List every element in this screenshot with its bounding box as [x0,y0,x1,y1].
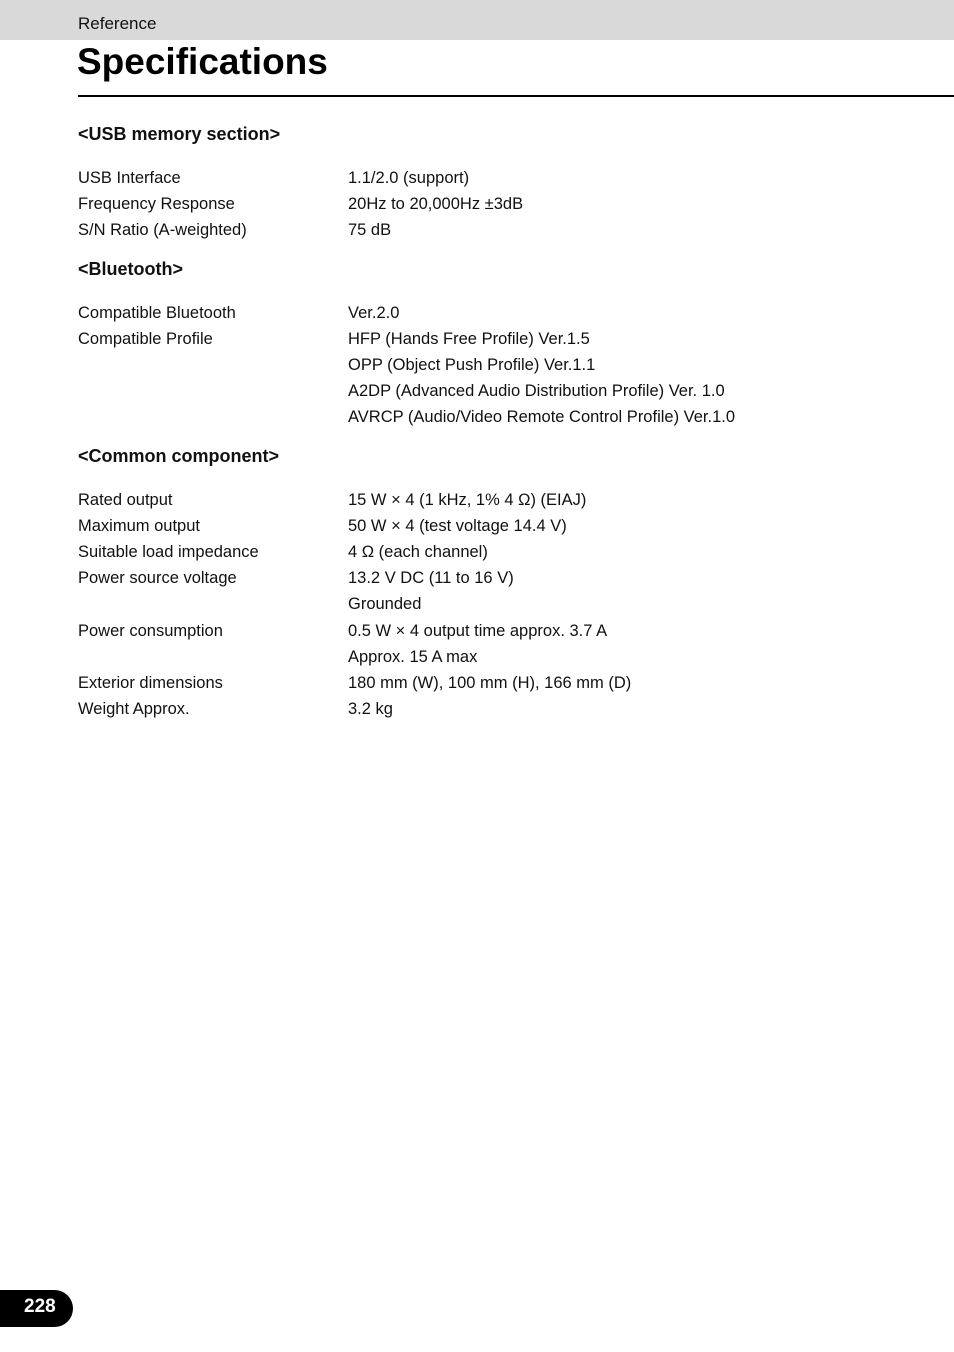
section-heading-usb: <USB memory section> [78,124,281,144]
spec-table-common [78,487,938,723]
spec-label: Rated output [78,490,173,509]
spec-label: Power source voltage [78,569,237,588]
spec-row [78,513,938,539]
spec-label: Power consumption [78,621,223,640]
spec-values [348,191,938,217]
page-number-badge: 228 [0,1290,73,1327]
spec-table-usb [78,165,938,244]
spec-label: USB Interface [78,169,181,187]
spec-label: Weight Approx. [78,700,190,719]
section-label: Reference [78,14,157,33]
spec-values [348,326,938,431]
spec-row [78,300,938,326]
spec-row [78,191,938,217]
spec-label: Compatible Bluetooth [78,303,236,322]
spec-values [348,300,938,326]
spec-content [78,120,938,733]
section-heading-bluetooth: <Bluetooth> [78,258,184,279]
spec-table-bluetooth [78,300,938,431]
spec-value: 75 dB [348,221,392,240]
spec-label: Exterior dimensions [78,674,223,693]
spec-row [78,565,938,617]
usb-memory-section [78,120,938,244]
spec-label: Frequency Response [78,195,235,214]
spec-values [348,618,938,670]
spec-values [348,165,938,191]
spec-values [348,513,938,539]
spec-value: A2DP (Advanced Audio Distribution Profile) Ver. 1.0 [348,382,725,401]
spec-row [78,326,938,431]
spec-row [78,696,938,722]
spec-row [78,165,938,191]
spec-row [78,217,938,243]
spec-value: 13.2 V DC (11 to 16 V) [348,569,514,588]
page-title: Specifications [77,41,328,82]
section-heading-common: <Common component> [78,445,280,466]
bluetooth-section [78,255,938,431]
spec-value: 50 W × 4 (test voltage 14.4 V) [348,516,567,535]
spec-label: Compatible Profile [78,329,213,348]
spec-values [348,696,938,722]
spec-label: Suitable load impedance [78,543,259,562]
spec-row [78,670,938,696]
spec-row [78,618,938,670]
spec-value: AVRCP (Audio/Video Remote Control Profile) Ver.1.0 [348,408,736,427]
spec-value: 20Hz to 20,000Hz ±3dB [348,195,524,214]
spec-values [348,487,938,513]
spec-value: OPP (Object Push Profile) Ver.1.1 [348,356,596,375]
spec-value: 180 mm (W), 100 mm (H), 166 mm (D) [348,674,632,693]
spec-value: Approx. 15 A max [348,647,478,666]
spec-value: 0.5 W × 4 output time approx. 3.7 A [348,621,608,640]
spec-values [348,565,938,617]
spec-values [348,670,938,696]
spec-value: 1.1/2.0 (support) [348,169,470,187]
spec-label: Maximum output [78,516,200,535]
spec-row [78,539,938,565]
spec-row [78,487,938,513]
spec-value: 4 Ω (each channel) [348,543,488,562]
spec-label: S/N Ratio (A-weighted) [78,221,247,240]
title-divider [78,95,954,97]
spec-values [348,539,938,565]
spec-value: HFP (Hands Free Profile) Ver.1.5 [348,329,590,348]
spec-value: 3.2 kg [348,700,393,719]
spec-value: Grounded [348,595,422,614]
spec-value: 15 W × 4 (1 kHz, 1% 4 Ω) (EIAJ) [348,490,587,509]
spec-values [348,217,938,243]
spec-value: Ver.2.0 [348,303,400,322]
common-component-section [78,442,938,723]
